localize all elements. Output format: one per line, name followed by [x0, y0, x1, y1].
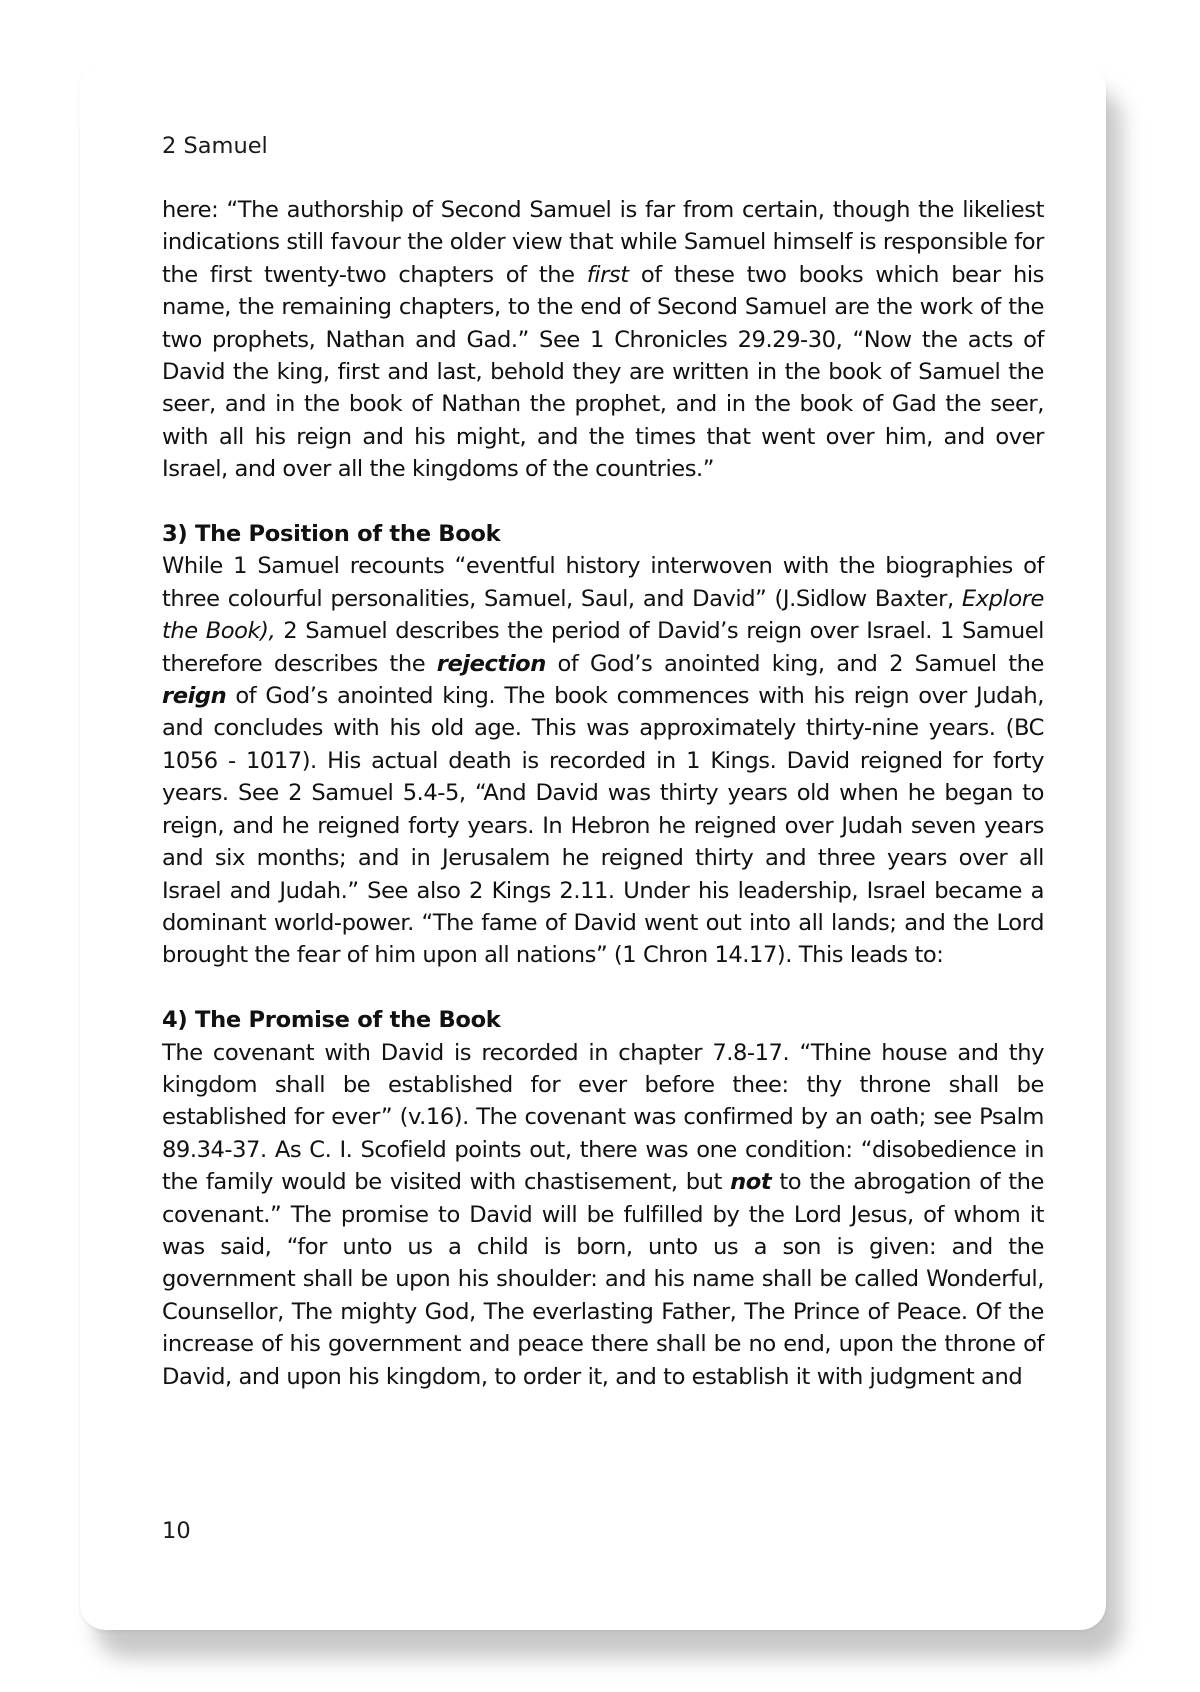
section-heading-position: 3) The Position of the Book: [162, 521, 501, 548]
text-run: of God’s anointed king. The book commences with his reign over Judah, and concludes with his old age. This was approximately thirty-nine years. (BC 1056 - 1017). His actual death is recorded in 1 Kings. David reigned for forty years. See 2 Samuel 5.4-5, “And David was thirty years old when he began to reign, and he reigned forty years. In Hebron he reigned over Judah seven years and six months; and in Jerusalem he reigned thirty and three years over all Israel and Judah.” See also 2 Kings 2.11. Under his leadership, Israel became a dominant world-power. “The fame of David went out into all lands; and the Lord brought the fear of him upon all nations” (1 Chron 14.17). This leads to:: [162, 683, 1044, 969]
text-run: here: “The authorship of Second Samuel is far from certain, though the likeliest indications still favour the older view that while Samuel himself is responsible for the first twenty-two chapters of the: [162, 197, 1044, 288]
text-run: of these two books which bear his name, the remaining chapters, to the end of Second Samuel are the work of the two prophets, Nathan and Gad.” See 1 Chronicles 29.29-30, “Now the acts of David the king, first and last, behold they are written in the book of Samuel the seer, and in the book of Nathan the prophet, and in the book of Gad the seer, with all his reign and his might, and the times that went over him, and over Israel, and over all the kingdoms of the countries.”: [162, 261, 1044, 483]
text-run: to the abrogation of the covenant.” The promise to David will be fulfilled by the Lord Jesus, of whom it was said, “for unto us a child is born, unto us a son is given: and the government shall be upon his shoulder: and his name shall be called Wonderful, Counsellor, The mighty God, The everlasting Father, The Prince of Peace. Of the increase of his government and peace there shall be no end, upon the throne of David, and upon his kingdom, to order it, and to establish it with judgment and: [162, 1169, 1044, 1390]
page-number: 10: [162, 1518, 191, 1544]
paragraph-position: [162, 550, 1044, 971]
text-run: The covenant with David is recorded in chapter 7.8-17. “Thine house and thy kingdom shall be established for ever before thee: thy throne shall be established for ever” (v.16). The covenant was confirmed by an oath; see Psalm 89.34-37. As C. I. Scofield points out, there was one condition: “disobedience in the family would be visited with chastisement, but: [162, 1039, 1044, 1196]
paragraph-authorship-quote: [162, 194, 1044, 486]
paragraph-promise: [162, 1037, 1044, 1393]
bold-italic-text: not: [730, 1169, 772, 1196]
bold-italic-text: rejection: [436, 650, 546, 677]
book-page: [80, 62, 1106, 1630]
text-run: of God’s anointed king, and 2 Samuel the: [545, 650, 1044, 677]
bold-italic-text: reign: [162, 683, 227, 710]
italic-text: Explore the Book),: [162, 585, 1044, 645]
page-body: [162, 194, 1044, 1393]
section-heading-promise: 4) The Promise of the Book: [162, 1007, 501, 1034]
running-head: 2 Samuel: [162, 133, 268, 159]
text-run: 2 Samuel describes the period of David’s reign over Israel. 1 Samuel therefore describes the: [162, 618, 1044, 677]
text-run: While 1 Samuel recounts “eventful history interwoven with the biographies of three colourful personalities, Samuel, Saul, and David” (J.Sidlow Baxter,: [162, 553, 1044, 612]
italic-text: first: [586, 261, 629, 288]
